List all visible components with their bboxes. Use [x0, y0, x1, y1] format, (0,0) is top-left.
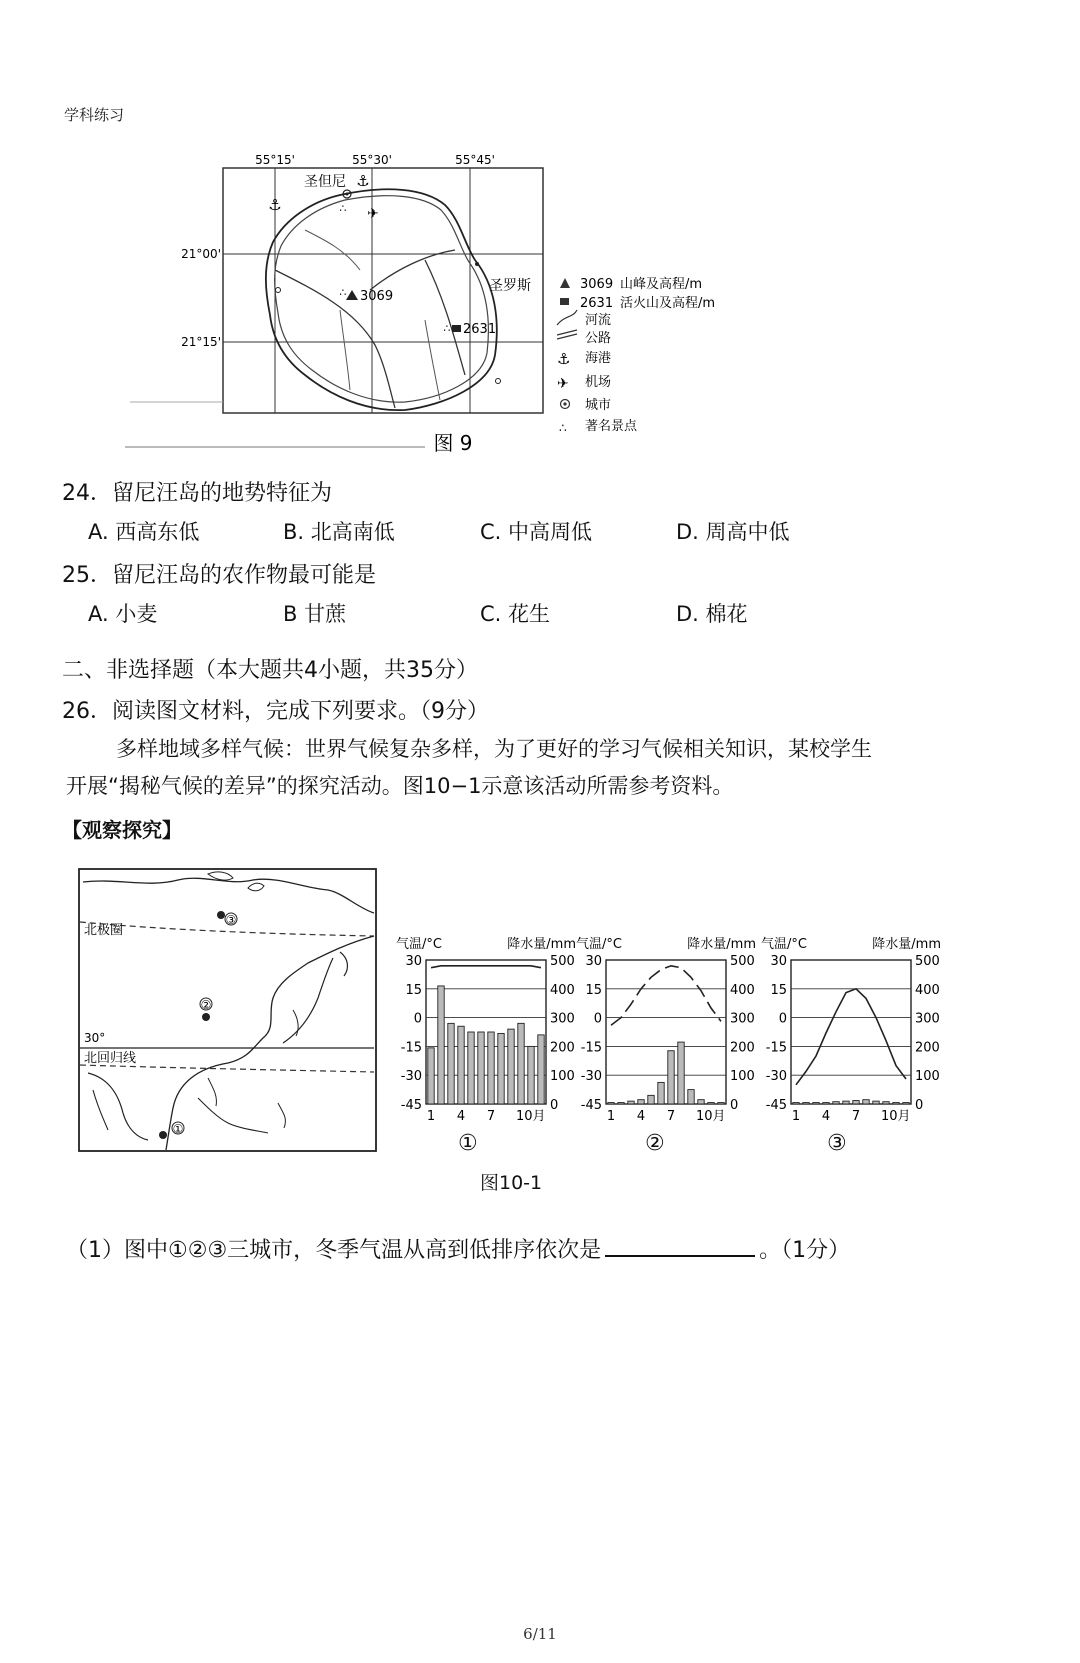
precip-tick-label: 400 [550, 982, 575, 998]
temp-tick-label: -45 [765, 1098, 787, 1113]
peak-icon [346, 290, 358, 300]
month-tick-label: 10月 [696, 1109, 726, 1124]
precip-tick-label: 500 [915, 954, 940, 969]
q25-option-b[interactable]: B 甘蔗 [283, 602, 347, 626]
q25-option-a[interactable]: A. 小麦 [88, 602, 158, 626]
precip-tick-label: 300 [915, 1011, 940, 1027]
plot-frame [791, 960, 911, 1104]
arctic-circle-label: 北极圈 [84, 923, 124, 938]
temperature-line [611, 966, 721, 1026]
precip-bar [648, 1095, 654, 1104]
q26-paragraph-line2: 开展“揭秘气候的差异”的探究活动。图10−1示意该活动所需参考资料。 [66, 774, 734, 798]
precip-tick-label: 100 [730, 1069, 755, 1085]
temperature-line [431, 966, 541, 968]
month-tick-label: 1 [791, 1109, 801, 1124]
temp-axis-title: 气温/°C [576, 937, 622, 952]
city-3-dot [217, 911, 225, 919]
precip-bar [853, 1101, 859, 1104]
lon-label: 55°15' [255, 153, 295, 167]
precip-tick-label: 100 [550, 1069, 575, 1085]
section-2-title: 二、非选择题（本大题共4小题，共35分） [62, 658, 478, 683]
question-25-stem: 25．留尼汪岛的农作物最可能是 [62, 563, 376, 588]
precip-bar [668, 1051, 674, 1104]
precip-bar [873, 1101, 879, 1104]
climate-chart-3 [761, 936, 941, 1124]
lon-label: 55°45' [455, 153, 495, 167]
q26-part1-text: （1）图中①②③三城市，冬季气温从高到低排序依次是 [66, 1238, 602, 1263]
chart-3-id: ③ [827, 1131, 847, 1156]
precip-bar [903, 1103, 909, 1104]
precip-bar [718, 1103, 724, 1104]
airport-legend-icon: ✈ [557, 376, 569, 392]
volcano-elevation: 2631 [463, 322, 497, 337]
precip-bar [698, 1100, 704, 1104]
svg-text:城市: 城市 [585, 398, 612, 413]
q24-option-d[interactable]: D. 周高中低 [676, 520, 790, 544]
harbor-legend-icon: ⚓ [557, 350, 571, 368]
lon-label: 55°30' [352, 153, 392, 167]
peak-elevation: 3069 [360, 289, 394, 304]
precip-bar [428, 1048, 434, 1104]
precip-tick-label: 300 [730, 1011, 755, 1027]
city-name: 圣罗斯 [489, 278, 531, 294]
month-tick-label: 7 [851, 1109, 861, 1124]
precip-tick-label: 500 [730, 954, 755, 969]
scenic-spot-icon: ∴ [339, 202, 347, 215]
temp-tick-label: 0 [413, 1011, 422, 1027]
precip-bar [688, 1090, 694, 1104]
subject-header: 学科练习 [64, 106, 125, 124]
temp-tick-label: -30 [400, 1069, 422, 1085]
precip-bar [893, 1103, 899, 1104]
month-tick-label: 4 [456, 1109, 466, 1124]
temp-tick-label: 30 [585, 954, 602, 969]
precip-bar [833, 1102, 839, 1104]
precip-bar [813, 1103, 819, 1104]
precip-bar [883, 1102, 889, 1104]
svg-text:公路: 公路 [585, 331, 612, 346]
q26-part1-score: 。（1分） [759, 1238, 851, 1263]
precip-tick-label: 0 [550, 1098, 559, 1113]
temp-tick-label: -15 [765, 1040, 787, 1056]
q26-part1 [66, 1233, 850, 1264]
svg-text:山峰及高程/m: 山峰及高程/m [620, 277, 703, 292]
precip-tick-label: 200 [550, 1040, 575, 1056]
temp-tick-label: -45 [400, 1098, 422, 1113]
figure-10-caption: 图10-1 [480, 1172, 543, 1194]
temp-tick-label: 30 [770, 954, 787, 969]
precip-tick-label: 200 [915, 1040, 940, 1056]
climate-chart-1 [396, 936, 576, 1124]
plot-frame [606, 960, 726, 1104]
month-tick-label: 10月 [516, 1109, 546, 1124]
precip-bar [618, 1103, 624, 1104]
city-1-dot [159, 1131, 167, 1139]
lat-30-label: 30° [84, 1031, 106, 1045]
precip-bar [468, 1032, 474, 1104]
precip-bar [458, 1026, 464, 1104]
figure-9-map [125, 150, 925, 460]
temp-tick-label: -15 [580, 1040, 602, 1056]
precip-bar [863, 1100, 869, 1104]
precip-bar [628, 1101, 634, 1104]
q26-paragraph-line1: 多样地域多样气候：世界气候复杂多样，为了更好的学习气候相关知识，某校学生 [116, 737, 872, 761]
climate-chart-2 [576, 936, 756, 1124]
city-2-marker: ② [200, 998, 212, 1012]
temp-tick-label: -45 [580, 1098, 602, 1113]
month-tick-label: 1 [606, 1109, 616, 1124]
precip-bar [803, 1103, 809, 1104]
precip-tick-label: 500 [550, 954, 575, 969]
precip-bar [823, 1103, 829, 1104]
svg-text:活火山及高程/m: 活火山及高程/m [620, 296, 716, 311]
precip-tick-label: 400 [730, 982, 755, 998]
precip-bar [528, 1046, 534, 1104]
precip-bar [518, 1023, 524, 1104]
volcano-legend-icon [560, 298, 569, 305]
precip-axis-title: 降水量/mm [872, 937, 941, 952]
svg-text:∴: ∴ [339, 286, 347, 299]
q24-option-a[interactable]: A. 西高东低 [88, 520, 200, 544]
precip-bar [793, 1103, 799, 1104]
precip-tick-label: 200 [730, 1040, 755, 1056]
temp-tick-label: 0 [778, 1011, 787, 1027]
airport-icon: ✈ [367, 206, 379, 222]
temp-axis-title: 气温/°C [396, 937, 442, 952]
month-tick-label: 7 [666, 1109, 676, 1124]
svg-text:机场: 机场 [585, 375, 612, 390]
month-tick-label: 4 [821, 1109, 831, 1124]
climate-charts [390, 930, 950, 1130]
q24-option-c[interactable]: C. 中高周低 [480, 520, 593, 544]
precip-tick-label: 0 [915, 1098, 924, 1113]
svg-text:著名景点: 著名景点 [585, 419, 638, 434]
precip-axis-title: 降水量/mm [687, 937, 756, 952]
harbor-icon: ⚓ [268, 196, 282, 214]
temp-tick-label: -30 [580, 1069, 602, 1085]
precip-bar [658, 1082, 664, 1104]
svg-text:3069: 3069 [580, 277, 614, 292]
harbor-icon: ⚓ [356, 172, 370, 190]
question-24-stem: 24．留尼汪岛的地势特征为 [62, 481, 332, 506]
svg-text:2631: 2631 [580, 296, 614, 311]
lat-label: 21°00' [181, 247, 221, 261]
precip-tick-label: 300 [550, 1011, 575, 1027]
q25-option-d[interactable]: D. 棉花 [676, 602, 748, 626]
month-tick-label: 4 [636, 1109, 646, 1124]
temp-tick-label: 15 [585, 982, 602, 998]
figure-9-caption: 图 9 [433, 431, 473, 455]
precip-bar [843, 1101, 849, 1104]
precip-bar [498, 1033, 504, 1104]
q25-option-c[interactable]: C. 花生 [480, 602, 551, 626]
month-tick-label: 1 [426, 1109, 436, 1124]
q24-option-b[interactable]: B. 北高南低 [283, 520, 395, 544]
precip-axis-title: 降水量/mm [507, 937, 576, 952]
precip-bar [708, 1103, 714, 1104]
question-26-stem: 26．阅读图文材料，完成下列要求。（9分） [62, 699, 489, 724]
temperature-line [796, 989, 906, 1085]
city-name: 圣但尼 [304, 174, 346, 190]
observe-heading: 【观察探究】 [62, 818, 182, 842]
precip-bar [608, 1103, 614, 1104]
precip-bar [478, 1032, 484, 1104]
chart-2-id: ② [645, 1131, 665, 1156]
volcano-icon [452, 325, 461, 332]
figure-9-legend [557, 276, 715, 435]
page-number: 6/11 [523, 1625, 557, 1643]
precip-bar [438, 986, 444, 1104]
svg-text:海港: 海港 [585, 351, 612, 366]
precip-tick-label: 100 [915, 1069, 940, 1085]
precip-bar [508, 1029, 514, 1104]
scenic-spot-legend-icon: ∴ [559, 421, 567, 435]
lat-label: 21°15' [181, 335, 221, 349]
city-3-marker: ③ [225, 913, 237, 927]
temp-tick-label: -15 [400, 1040, 422, 1056]
precip-bar [538, 1035, 544, 1104]
precip-tick-label: 400 [915, 982, 940, 998]
precip-tick-label: 0 [730, 1098, 739, 1113]
answer-blank[interactable] [605, 1233, 755, 1257]
temp-tick-label: 30 [405, 954, 422, 969]
tropic-label: 北回归线 [84, 1051, 137, 1066]
temp-tick-label: -30 [765, 1069, 787, 1085]
month-tick-label: 10月 [881, 1109, 911, 1124]
month-tick-label: 7 [486, 1109, 496, 1124]
precip-bar [488, 1032, 494, 1104]
figure-10-map [78, 868, 378, 1154]
temp-tick-label: 0 [593, 1011, 602, 1027]
city-1-marker: ① [172, 1122, 184, 1136]
peak-legend-icon [560, 278, 570, 288]
precip-bar [638, 1100, 644, 1104]
temp-tick-label: 15 [770, 982, 787, 998]
temp-axis-title: 气温/°C [761, 937, 807, 952]
city-2-dot [202, 1013, 210, 1021]
svg-text:∴: ∴ [443, 322, 451, 335]
precip-bar [448, 1023, 454, 1104]
temp-tick-label: 15 [405, 982, 422, 998]
svg-text:河流: 河流 [585, 313, 612, 328]
river-legend-icon [557, 310, 577, 325]
precip-bar [678, 1042, 684, 1104]
chart-1-id: ① [458, 1131, 478, 1156]
